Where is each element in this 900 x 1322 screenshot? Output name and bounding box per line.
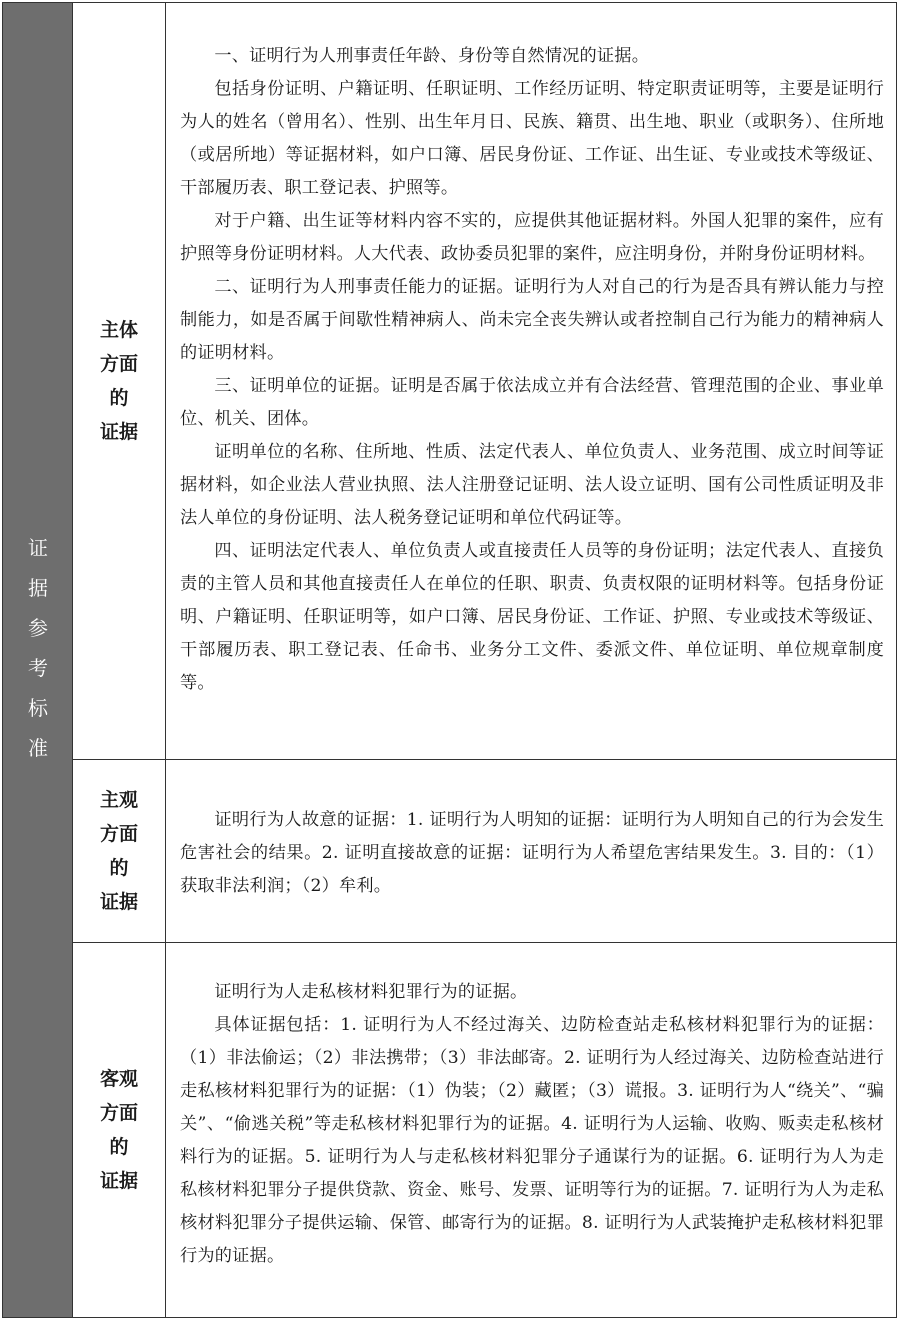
paragraph: 证明单位的名称、住所地、性质、法定代表人、单位负责人、业务范围、成立时间等证据材料，如企业法人营业执照、法人注册登记证明、法人设立证明、国有公司性质证明及非法人单位的身份证明、法人税务登记证明和单位代码证等。 (180, 442, 884, 528)
side-title-char: 据 (28, 576, 48, 600)
row-label-line: 主体 (99, 319, 138, 341)
row-label-line: 方面 (99, 353, 138, 375)
row-subject-evidence (73, 3, 896, 760)
row-label (73, 943, 166, 1317)
paragraph: 对于户籍、出生证等材料内容不实的，应提供其他证据材料。外国人犯罪的案件，应有护照等身份证明材料。人大代表、政协委员犯罪的案件，应注明身份，并附身份证明材料。 (180, 211, 884, 264)
row-label-line: 证据 (99, 1170, 138, 1192)
row-label-line: 证据 (99, 891, 138, 913)
row-label-line: 的 (109, 387, 129, 409)
row-label-line: 证据 (99, 421, 138, 443)
side-title (3, 528, 73, 768)
row-label (73, 760, 166, 942)
side-title-char: 准 (28, 736, 48, 760)
paragraph: 具体证据包括：1. 证明行为人不经过海关、边防检查站走私核材料犯罪行为的证据：（1）非法偷运；（2）非法携带；（3）非法邮寄。2. 证明行为人经过海关、边防检查站进行走私核材料犯罪行为的证据：（1）伪装；（2）藏匿；（3）谎报。3. 证明行为人“绕关”、“骗关”、“偷逃关税”等走私核材料犯罪行为的证据。4. 证明行为人运输、收购、贩卖走私核材料行为的证据。5. 证明行为人与走私核材料犯罪分子通谋行为的证据。6. 证明行为人为走私核材料犯罪分子提供贷款、资金、账号、发票、证明等行为的证据。7. 证明行为人为走私核材料犯罪分子提供运输、保管、邮寄行为的证据。8. 证明行为人武装掩护走私核材料犯罪行为的证据。 (180, 1015, 884, 1266)
evidence-table (2, 2, 897, 1318)
side-header (3, 3, 73, 1317)
row-label-line: 的 (109, 857, 129, 879)
row-subjective-evidence (73, 760, 896, 943)
side-title-char: 考 (28, 656, 48, 680)
row-label (73, 3, 166, 759)
row-content (166, 760, 896, 942)
paragraph: 证明行为人故意的证据：1. 证明行为人明知的证据：证明行为人明知自己的行为会发生危害社会的结果。2. 证明直接故意的证据：证明行为人希望危害结果发生。3. 目的：（1）获取非法利润；（2）牟利。 (180, 810, 884, 896)
paragraph: 一、证明行为人刑事责任年龄、身份等自然情况的证据。 (214, 46, 650, 66)
row-content (166, 943, 896, 1317)
row-label-line: 主观 (99, 789, 138, 811)
row-objective-evidence (73, 943, 896, 1317)
paragraph: 四、证明法定代表人、单位负责人或直接责任人员等的身份证明；法定代表人、直接负责的主管人员和其他直接责任人在单位的任职、职责、负责权限的证明材料等。包括身份证明、户籍证明、任职证明等，如户口簿、居民身份证、工作证、护照、专业或技术等级证、干部履历表、职工登记表、任命书、业务分工文件、委派文件、单位证明、单位规章制度等。 (180, 541, 884, 693)
row-content (166, 3, 896, 759)
row-label-text (100, 783, 138, 919)
row-label-line: 方面 (99, 823, 138, 845)
paragraph: 三、证明单位的证据。证明是否属于依法成立并有合法经营、管理范围的企业、事业单位、机关、团体。 (180, 376, 884, 429)
row-label-line: 的 (109, 1136, 129, 1158)
side-title-char: 参 (28, 616, 48, 640)
side-title-char: 证 (28, 536, 48, 560)
row-label-text (100, 313, 138, 449)
paragraph: 证明行为人走私核材料犯罪行为的证据。 (214, 982, 528, 1002)
paragraph: 二、证明行为人刑事责任能力的证据。证明行为人对自己的行为是否具有辨认能力与控制能力，如是否属于间歇性精神病人、尚未完全丧失辨认或者控制自己行为能力的精神病人的证明材料。 (180, 277, 884, 363)
side-title-char: 标 (28, 696, 48, 720)
paragraph: 包括身份证明、户籍证明、任职证明、工作经历证明、特定职责证明等，主要是证明行为人的姓名（曾用名）、性别、出生年月日、民族、籍贯、出生地、职业（或职务）、住所地（或居所地）等证据材料，如户口簿、居民身份证、工作证、出生证、专业或技术等级证、干部履历表、职工登记表、护照等。 (180, 79, 884, 198)
row-label-line: 客观 (99, 1068, 138, 1090)
row-label-text (100, 1062, 138, 1198)
row-label-line: 方面 (99, 1102, 138, 1124)
